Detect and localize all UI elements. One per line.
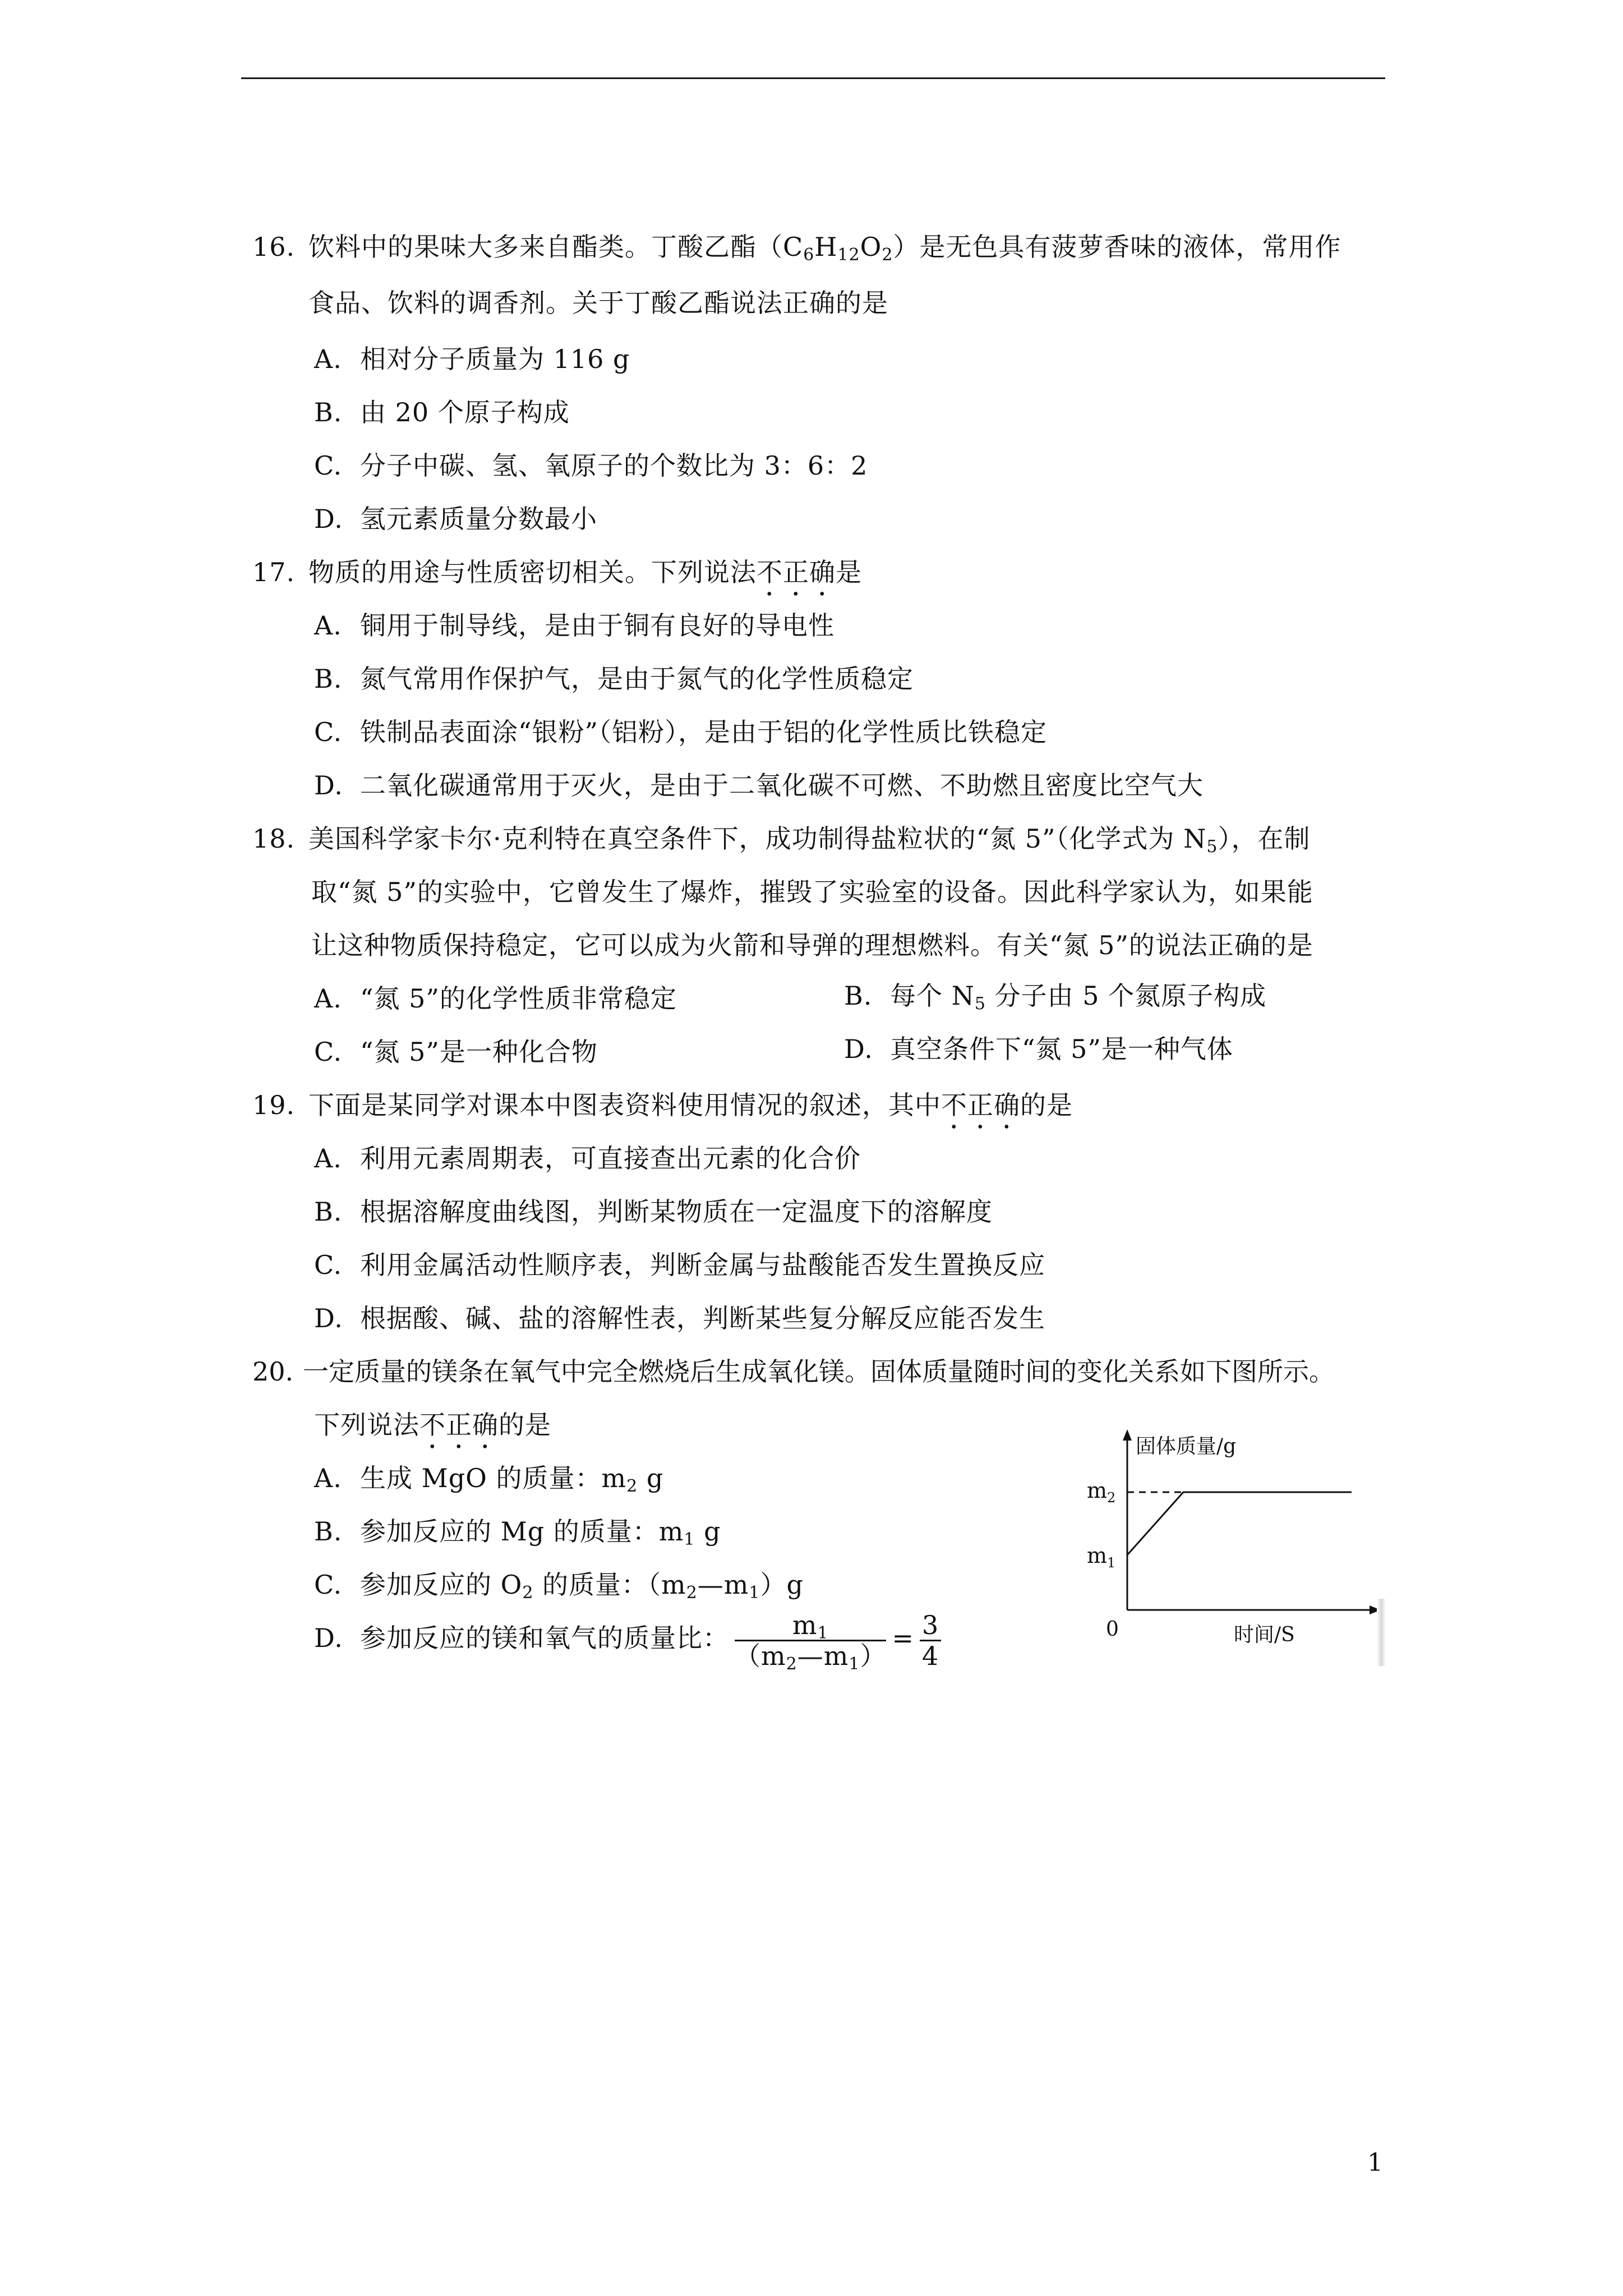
q20-option-d: D. 参加反应的镁和氧气的质量比： $\frac{m_1}{(m_2—m_1)}$ = $\frac{3}{4}$ [314, 1607, 947, 1671]
y-axis-arrow [1123, 1429, 1132, 1441]
q16-number: 16. [252, 232, 296, 262]
q16-option-b: B. 由 20 个原子构成 [314, 397, 570, 427]
q16-stem-line2: 食品、饮料的调香剂。关于丁酸乙酯说法正确的是 [308, 288, 888, 318]
y-tick-label-m1: $m_1$ [1087, 1543, 1116, 1571]
q16-option-c: C. 分子中碳、氢、氧原子的个数比为 3：6：2 [314, 450, 868, 481]
q20-stem: 20. 一定质量的镁条在氧气中完全燃烧后生成氧化镁。固体质量随时间的变化关系如下图所示。 [252, 1355, 1335, 1388]
q19-option-a: A. 利用元素周期表，可直接查出元素的化合价 [314, 1143, 861, 1174]
q18-stem-line3: 让这种物质保持稳定，它可以成为火箭和导弹的理想燃料。有关“氮 5”的说法正确的是 [311, 930, 1313, 960]
q17-option-d: D. 二氧化碳通常用于灭火，是由于二氧化碳不可燃、不助燃且密度比空气大 [314, 770, 1204, 800]
q17-option-a: A. 铜用于制导线，是由于铜有良好的导电性 [314, 610, 834, 641]
q17-number: 17. [252, 557, 296, 587]
q18-option-b: B. 每个 $N_5$ 分子由 5 个氮原子构成 [844, 981, 1267, 1014]
y-tick-label-m2: $m_2$ [1087, 1478, 1116, 1506]
q19-option-c: C. 利用金属活动性顺序表，判断金属与盐酸能否发生置换反应 [314, 1250, 1045, 1280]
q18-option-a: A. “氮 5”的化学性质非常稳定 [314, 983, 677, 1014]
q17-option-b: B. 氮气常用作保护气，是由于氮气的化学性质稳定 [314, 664, 914, 694]
q20-emphasis: 不正确 [419, 1410, 499, 1440]
q16-stem-line1: 16. 饮料中的果味大多来自酯类。丁酸乙酯$(C_6H_{12}O_2)$是无色具有菠萝香味的液体，常用作 [252, 230, 1341, 264]
q20-option-b: B. 参加反应的 Mg 的质量：$m_1$ g [314, 1516, 721, 1549]
q20-option-a: A. 生成 MgO 的质量：$m_2$ g [314, 1463, 664, 1496]
q20-stem-line2: 下列说法不正确的是 [314, 1410, 551, 1440]
q19-stem: 19. 下面是某同学对课本中图表资料使用情况的叙述，其中不正确的是 [252, 1088, 1073, 1135]
q18-stem-line1: 18. 美国科学家卡尔·克利特在真空条件下，成功制得盐粒状的“氮 5”（化学式为 $N_5$），在制 [252, 822, 1311, 855]
q20-option-c: C. 参加反应的 $O_2$ 的质量：$(m_2—m_1)g$ [314, 1570, 804, 1603]
q19-number: 19. [252, 1090, 296, 1120]
y-axis-label: 固体质量/g [1136, 1435, 1237, 1458]
mass-curve [1127, 1492, 1352, 1555]
q19-option-b: B. 根据溶解度曲线图，判断某物质在一定温度下的溶解度 [314, 1197, 993, 1227]
q17-stem: 17. 物质的用途与性质密切相关。下列说法不正确是 [252, 555, 862, 602]
q18-stem-line2: 取“氮 5”的实验中，它曾发生了爆炸，摧毁了实验室的设备。因此科学家认为，如果能 [311, 877, 1313, 907]
q20-number: 20. [252, 1356, 294, 1387]
x-axis-label: 时间/S [1234, 1623, 1295, 1646]
q16-option-a: A. 相对分子质量为 116 g [314, 344, 630, 374]
mass-time-graph [1082, 1425, 1396, 1649]
q19-option-d: D. 根据酸、碱、盐的溶解性表，判断某些复分解反应能否发生 [314, 1303, 1045, 1333]
origin-label: 0 [1106, 1618, 1119, 1641]
q17-option-c: C. 铁制品表面涂“银粉”（铝粉），是由于铝的化学性质比铁稳定 [314, 717, 1048, 747]
q17-emphasis: 不正确 [757, 557, 836, 587]
q18-option-c: C. “氮 5”是一种化合物 [314, 1037, 598, 1067]
q18-number: 18. [252, 823, 296, 854]
q19-emphasis: 不正确 [941, 1090, 1020, 1120]
header-rule [241, 77, 1385, 79]
q18-option-d: D. 真空条件下“氮 5”是一种气体 [844, 1034, 1233, 1064]
mass-ratio-fraction: $\frac{m_1}{(m_2—m_1)}$ [735, 1609, 887, 1674]
ratio-value-fraction: $\frac{3}{4}$ [920, 1611, 941, 1671]
scan-edge-shadow [1377, 1599, 1386, 1666]
q16-option-d: D. 氢元素质量分数最小 [314, 504, 597, 534]
page-number: 1 [1367, 2148, 1383, 2177]
